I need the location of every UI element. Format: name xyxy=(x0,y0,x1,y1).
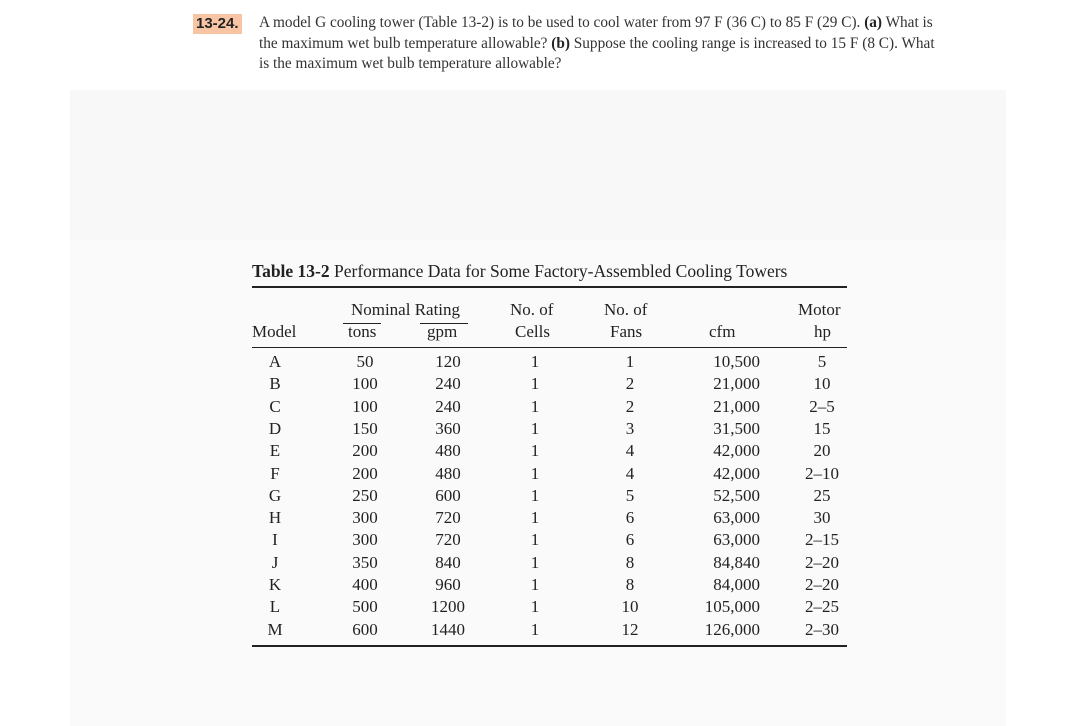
cell-gpm: 720 xyxy=(435,508,461,528)
cell-gpm: 1200 xyxy=(431,597,465,617)
problem-text xyxy=(259,13,939,75)
table-row xyxy=(0,530,1086,552)
cell-fans: 4 xyxy=(625,441,635,461)
cell-fans: 2 xyxy=(625,396,635,416)
cell-cells: 1 xyxy=(530,396,540,416)
header-nominal-rating: Nominal Rating xyxy=(350,300,461,319)
header-motor-line1: Motor xyxy=(798,300,841,319)
cell-cells: 1 xyxy=(530,552,540,572)
table-row xyxy=(0,374,1086,396)
cell-cfm: 84,840 xyxy=(713,552,760,572)
table-caption: Performance Data for Some Factory-Assembled Cooling Towers xyxy=(334,261,788,281)
table-title xyxy=(252,261,787,282)
cell-hp: 2–5 xyxy=(809,396,835,416)
cell-tons: 100 xyxy=(352,396,378,416)
cell-model: K xyxy=(268,575,282,594)
cell-tons: 200 xyxy=(352,441,378,461)
header-cfm: cfm xyxy=(709,322,736,341)
table-number: Table 13-2 xyxy=(252,261,330,281)
cell-fans: 8 xyxy=(625,575,635,594)
cell-hp: 2–30 xyxy=(805,619,839,639)
cell-hp: 20 xyxy=(813,441,831,461)
cell-model: B xyxy=(269,374,281,394)
header-fans-line2: Fans xyxy=(610,322,643,341)
part-b-label: (b) xyxy=(551,34,570,52)
cell-fans: 1 xyxy=(625,352,635,371)
cell-model: D xyxy=(268,418,282,438)
cell-cfm: 126,000 xyxy=(704,619,760,639)
cell-cfm: 63,000 xyxy=(713,530,760,550)
cell-cells: 1 xyxy=(530,575,540,594)
cell-cfm: 105,000 xyxy=(704,597,760,617)
cell-hp: 2–20 xyxy=(805,552,839,572)
header-tons: tons xyxy=(348,322,377,341)
cell-cfm: 31,500 xyxy=(713,418,760,438)
cell-cfm: 63,000 xyxy=(713,508,760,528)
cell-tons: 50 xyxy=(356,352,374,371)
cell-cells: 1 xyxy=(530,485,540,505)
cell-tons: 300 xyxy=(352,530,378,550)
cell-cfm: 42,000 xyxy=(713,463,760,483)
table-row xyxy=(0,553,1086,575)
part-b-text: Suppose the cooling range is increased to 15 F (8 C). What is the maximum wet bulb temperature allowable? xyxy=(259,34,935,72)
cell-fans: 5 xyxy=(625,485,635,505)
table-row xyxy=(0,352,1086,374)
cell-hp: 25 xyxy=(813,485,831,505)
cell-cells: 1 xyxy=(530,463,540,483)
cell-cells: 1 xyxy=(530,441,540,461)
cell-model: E xyxy=(269,441,281,461)
cell-tons: 200 xyxy=(352,463,378,483)
problem-number: 13-24. xyxy=(193,14,242,34)
cell-fans: 3 xyxy=(625,418,635,438)
cell-cfm: 21,000 xyxy=(713,374,760,394)
cell-cells: 1 xyxy=(530,352,540,371)
cell-cfm: 84,000 xyxy=(713,575,760,594)
cell-cfm: 10,500 xyxy=(713,352,760,371)
cell-cells: 1 xyxy=(530,619,540,639)
cell-tons: 350 xyxy=(352,552,378,572)
cell-model: F xyxy=(270,463,280,483)
part-a-label: (a) xyxy=(864,14,883,31)
table-row xyxy=(0,441,1086,463)
cell-tons: 500 xyxy=(352,597,378,617)
problem-statement xyxy=(0,0,1086,90)
cell-gpm: 720 xyxy=(435,530,461,550)
cell-model: A xyxy=(268,352,282,371)
header-fans-line1: No. of xyxy=(604,300,648,319)
cell-gpm: 840 xyxy=(435,552,461,572)
cell-model: I xyxy=(272,530,278,550)
problem-intro: A model G cooling tower (Table 13-2) is to be used to cool water from 97 F (36 C) to 85 F (29 C). xyxy=(259,14,865,31)
cell-model: L xyxy=(269,597,281,617)
cell-hp: 5 xyxy=(817,352,827,371)
cell-gpm: 360 xyxy=(435,418,461,438)
cell-fans: 2 xyxy=(625,374,635,394)
header-motor-line2: hp xyxy=(814,322,831,341)
cell-model: G xyxy=(268,485,282,505)
cell-hp: 10 xyxy=(813,374,831,394)
cell-fans: 8 xyxy=(625,552,635,572)
cell-model: J xyxy=(271,552,279,572)
cell-gpm: 240 xyxy=(435,374,461,394)
cell-tons: 150 xyxy=(352,418,378,438)
cell-hp: 2–25 xyxy=(805,597,839,617)
cell-cells: 1 xyxy=(530,418,540,438)
cell-fans: 6 xyxy=(625,530,635,550)
header-model: Model xyxy=(252,322,297,341)
table-top-rule xyxy=(252,286,847,288)
header-cells-line2: Cells xyxy=(515,322,550,341)
cell-tons: 400 xyxy=(352,575,378,594)
cell-cells: 1 xyxy=(530,530,540,550)
cell-gpm: 1440 xyxy=(431,619,465,639)
cell-fans: 6 xyxy=(625,508,635,528)
table-header-rule xyxy=(252,347,847,348)
cell-gpm: 240 xyxy=(435,396,461,416)
table-row xyxy=(0,397,1086,419)
part-a-text: What is the maximum wet bulb temperature allowable? xyxy=(259,14,933,52)
cell-cfm: 42,000 xyxy=(713,441,760,461)
cell-cells: 1 xyxy=(530,597,540,617)
background-panel-upper xyxy=(70,90,1006,240)
table-row xyxy=(0,464,1086,486)
cell-fans: 10 xyxy=(621,597,639,617)
cell-gpm: 960 xyxy=(435,575,461,594)
cell-hp: 2–20 xyxy=(805,575,839,594)
cell-tons: 100 xyxy=(352,374,378,394)
cell-tons: 300 xyxy=(352,508,378,528)
cell-hp: 2–15 xyxy=(805,530,839,550)
table-row xyxy=(0,597,1086,619)
cell-gpm: 480 xyxy=(435,463,461,483)
cell-model: C xyxy=(269,396,281,416)
header-cells-line1: No. of xyxy=(510,300,554,319)
cell-tons: 600 xyxy=(352,619,378,639)
cell-gpm: 120 xyxy=(435,352,461,371)
cell-hp: 15 xyxy=(813,418,831,438)
cell-cfm: 21,000 xyxy=(713,396,760,416)
cell-model: M xyxy=(267,619,283,639)
cell-cells: 1 xyxy=(530,508,540,528)
table-row xyxy=(0,620,1086,642)
cell-fans: 4 xyxy=(625,463,635,483)
cell-gpm: 480 xyxy=(435,441,461,461)
cell-model: H xyxy=(268,508,282,528)
header-gpm: gpm xyxy=(427,322,458,341)
table-row xyxy=(0,419,1086,441)
table-row xyxy=(0,508,1086,530)
cell-cfm: 52,500 xyxy=(713,485,760,505)
table-row xyxy=(0,486,1086,508)
cell-gpm: 600 xyxy=(435,485,461,505)
cell-fans: 12 xyxy=(621,619,639,639)
cell-tons: 250 xyxy=(352,485,378,505)
cell-hp: 2–10 xyxy=(805,463,839,483)
cell-hp: 30 xyxy=(813,508,831,528)
cell-cells: 1 xyxy=(530,374,540,394)
table-row xyxy=(0,575,1086,597)
table-bottom-rule xyxy=(252,645,847,647)
